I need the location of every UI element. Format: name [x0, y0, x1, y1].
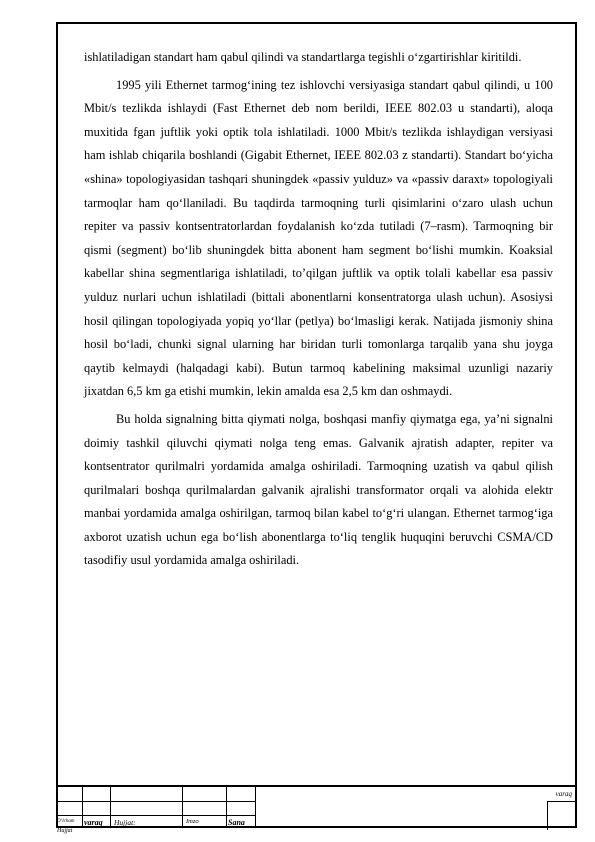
stamp-number-label: Hujjat [57, 828, 73, 834]
document-body [84, 46, 553, 573]
stamp-divider [226, 787, 227, 828]
stamp-row-line [56, 801, 256, 802]
sheet-number-box [547, 801, 577, 830]
stamp-divider [182, 787, 183, 828]
sheet-number-label: varaq [555, 790, 572, 798]
stamp-changed-label: O‘lcham [57, 819, 75, 824]
stamp-divider [255, 787, 256, 828]
stamp-divider [110, 787, 111, 828]
paragraph-3: Bu holda signalning bitta qiymati nolga, boshqasi manfiy qiymatga ega, ya’ni signalni doimiy tashkil qiluvchi qiymati nolga teng emas. Galvanik ajratish adapter, repiter va kontsentrator qurilmalri yordamida amalga oshiriladi. Tarmoqning uzatish va qabul qilish qurilmalari boshqa qurilmalardan galvanik ajralishi transformator orqali va alohida elektr manbai yordamida amalga oshirilgan, tarmoq bilan kabel to‘g‘ri ulangan. Ethernet tarmog‘iga axborot uzatish uchun ega bo‘lish abonentlarga to‘liq tenglik huquqini beruvchi CSMA/CD tasodifiy usul yordamida amalga oshiriladi. [84, 411, 553, 568]
title-block [56, 785, 577, 834]
stamp-divider [82, 787, 83, 828]
stamp-sheet-label: varaq [84, 818, 103, 827]
paragraph-2: 1995 yili Ethernet tarmog‘ining tez ishlovchi versiyasiga standart qabul qilindi, u 100 Mbit/s tezlikda ishlaydi (Fast Ethernet deb nom berildi, IEEE 802.03 u standarti), aloqa muxitida fgan juftlik yoki optik tola ishlatiladi. 1000 Mbit/s tezlikda ishlaydigan versiyasi ham ishlab chiqarila boshlandi (Gigabit Ethernet, IEEE 802.03 z standarti). Standart bo‘yicha «shina» topologiyasidan tashqari shuningdek «passiv yulduz» va «passiv daraxt» topologiyali tarmoqlar ham qo‘llaniladi. Bu taqdirda tarmoqning turli qisimlarini o‘zaro ulash uchun repiter va passiv kontsentratorlardan foydalanish ko‘zda tutiladi (7–rasm). Tarmoqning bir qismi (segment) bo‘lib shuningdek bitta abonent ham segment bo‘lishi mumkin. Koaksial kabellar shina segmentlariga ishlatiladi, to’qilgan juftlik va optik tolali kabellar esa passiv yulduz nurlari uchun ishlatiladi (bittali abonentlarni konsentratorga ulash uchun). Asosiysi hosil qilingan topologiyada yopiq yo‘llar (petlya) bo‘lmasligi kerak. Natijada jismoniy shina hosil bo‘ladi, chunki signal ularning har biridan turli tomonlarga tarqalib yana shu joyga qaytib kelmaydi (halqadagi kabi). Butun tarmoq kabelining maksimal uzunligi nazariy jixatdan 6,5 km ga etishi mumkin, lekin amalda esa 2,5 km dan oshmaydi. [84, 77, 553, 399]
stamp-signature-label: Imzo [186, 818, 199, 825]
stamp-doc-label: Hujjat: [114, 818, 136, 827]
stamp-date-label: Sana [228, 818, 245, 827]
stamp-row-line [56, 815, 256, 816]
paragraph-1: ishlatiladigan standart ham qabul qilindi va standartlarga tegishli o‘zgartirishlar kiritildi. [84, 50, 522, 64]
